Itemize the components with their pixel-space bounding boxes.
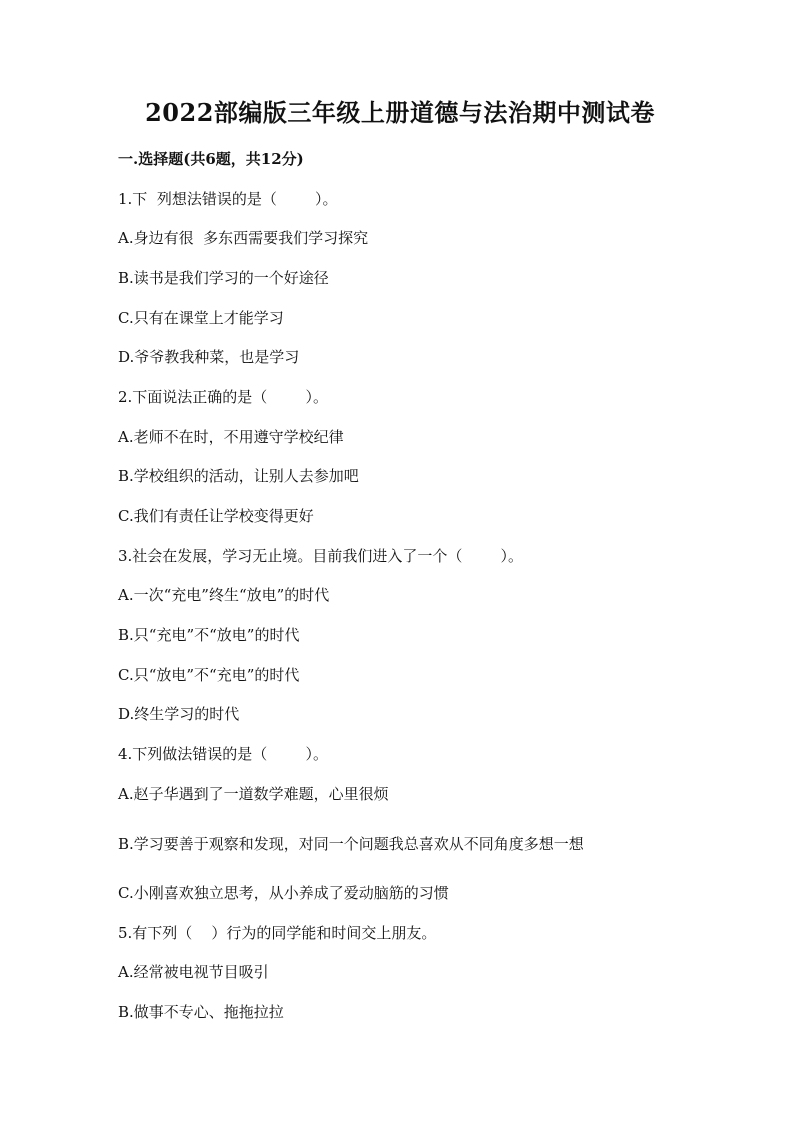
question-3-option-d: D.终生学习的时代 [118, 705, 240, 723]
question-4-option-b: B.学习要善于观察和发现，对同一个问题我总喜欢从不同角度多想一想 [118, 835, 584, 853]
question-5-option-b: B.做事不专心、拖拖拉拉 [118, 1003, 284, 1021]
document-title: 2022部编版三年级上册道德与法治期中测试卷 [145, 98, 655, 127]
question-3-option-a: A.一次“充电”终生“放电”的时代 [118, 586, 330, 604]
question-4: 4.下列做法错误的是（ ）。 [118, 745, 328, 763]
question-5-option-a: A.经常被电视节目吸引 [118, 963, 269, 981]
question-3: 3.社会在发展，学习无止境。目前我们进入了一个（ ）。 [118, 547, 523, 565]
question-1: 1.下 列想法错误的是（ ）。 [118, 190, 338, 208]
question-2-option-c: C.我们有责任让学校变得更好 [118, 507, 314, 525]
question-2-option-b: B.学校组织的活动，让别人去参加吧 [118, 467, 359, 485]
question-3-option-b: B.只“充电”不“放电”的时代 [118, 626, 300, 644]
question-1-option-d: D.爷爷教我种菜，也是学习 [118, 348, 300, 366]
question-2-option-a: A.老师不在时，不用遵守学校纪律 [118, 428, 344, 446]
question-1-option-b: B.读书是我们学习的一个好途径 [118, 269, 329, 287]
question-4-option-a: A.赵子华遇到了一道数学难题，心里很烦 [118, 785, 389, 803]
question-3-option-c: C.只“放电”不“充电”的时代 [118, 666, 300, 684]
section-heading: 一.选择题(共6题，共12分) [118, 150, 304, 168]
question-1-option-c: C.只有在课堂上才能学习 [118, 309, 284, 327]
question-1-option-a: A.身边有很 多东西需要我们学习探究 [118, 229, 369, 247]
question-5: 5.有下列（ ）行为的同学能和时间交上朋友。 [118, 924, 437, 942]
question-4-option-c: C.小刚喜欢独立思考，从小养成了爱动脑筋的习惯 [118, 884, 449, 902]
question-2: 2.下面说法正确的是（ ）。 [118, 388, 328, 406]
